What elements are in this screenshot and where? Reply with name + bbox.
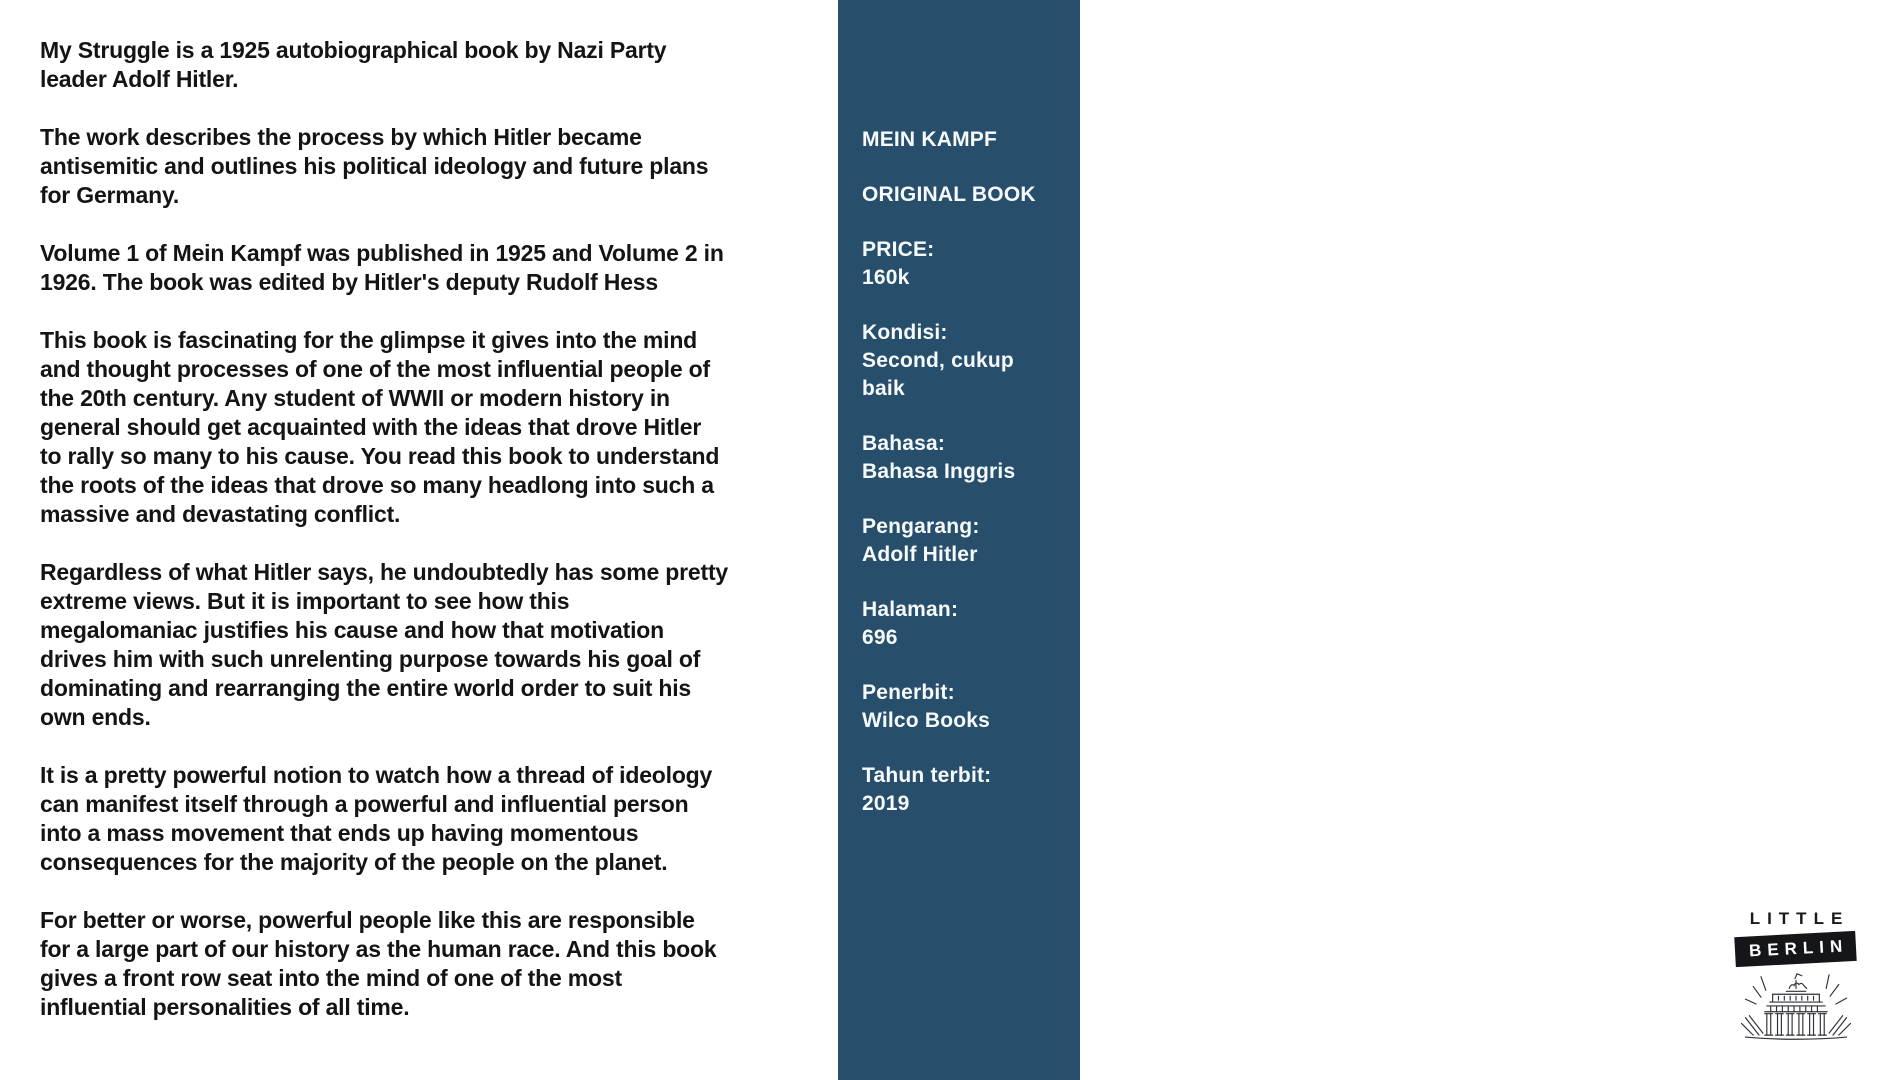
text-line: gives a front row seat into the mind of one of the most — [40, 965, 622, 991]
field-value: 2019 — [862, 792, 910, 815]
field-label: Pengarang: — [862, 515, 980, 538]
text-line: Regardless of what Hitler says, he undoubtedly has some pretty — [40, 559, 728, 585]
field-label: Penerbit: — [862, 681, 955, 704]
text-line: and thought processes of one of the most influential people of — [40, 356, 710, 382]
paragraph — [40, 123, 840, 210]
paragraph — [40, 906, 840, 1022]
text-line: influential personalities of all time. — [40, 994, 410, 1020]
text-line: for Germany. — [40, 182, 180, 208]
text-line: can manifest itself through a powerful and influential person — [40, 791, 689, 817]
field-value: 696 — [862, 626, 898, 649]
field-value: Wilco Books — [862, 709, 991, 732]
paragraph — [40, 326, 840, 529]
text-line: megalomaniac justifies his cause and how that motivation — [40, 617, 664, 643]
text-line: The work describes the process by which Hitler became — [40, 124, 642, 150]
book-info-content — [862, 126, 1068, 845]
book-title: MEIN KAMPF — [862, 128, 997, 151]
text-line: extreme views. But it is important to see how this — [40, 588, 570, 614]
text-line: Volume 1 of Mein Kampf was published in 1925 and Volume 2 in — [40, 240, 724, 266]
field-value: Second, cukup baik — [862, 349, 1014, 400]
field-author — [862, 513, 1068, 569]
text-line: the roots of the ideas that drove so many headlong into such a — [40, 472, 714, 498]
store-logo — [1706, 886, 1886, 1066]
paragraph — [40, 36, 840, 94]
text-line: This book is fascinating for the glimpse it gives into the mind — [40, 327, 698, 353]
field-value: Bahasa Inggris — [862, 460, 1016, 483]
text-line: For better or worse, powerful people like this are responsible — [40, 907, 695, 933]
text-line: into a mass movement that ends up having momentous — [40, 820, 639, 846]
field-language — [862, 430, 1068, 486]
paragraph — [40, 558, 840, 732]
field-value: Adolf Hitler — [862, 543, 978, 566]
field-label: Bahasa: — [862, 432, 946, 455]
book-description-text — [40, 36, 840, 1022]
text-line: for a large part of our history as the human race. And this book — [40, 936, 717, 962]
paragraph — [40, 761, 840, 877]
text-line: antisemitic and outlines his political ideology and future plans — [40, 153, 709, 179]
field-price — [862, 236, 1068, 292]
logo-text-little: LITTLE — [1749, 909, 1850, 928]
text-line: massive and devastating conflict. — [40, 501, 401, 527]
text-line: the 20th century. Any student of WWII or modern history in — [40, 385, 670, 411]
text-line: to rally so many to his cause. You read this book to understand — [40, 443, 720, 469]
text-line: drives him with such unrelenting purpose towards his goal of — [40, 646, 701, 672]
field-label: Halaman: — [862, 598, 959, 621]
field-label: Kondisi: — [862, 321, 948, 344]
text-line: consequences for the majority of the people on the planet. — [40, 849, 668, 875]
field-label: Tahun terbit: — [862, 764, 992, 787]
text-line: dominating and rearranging the entire world order to suit his — [40, 675, 692, 701]
field-publication-year — [862, 762, 1068, 818]
paragraph — [40, 239, 840, 297]
text-line: My Struggle is a 1925 autobiographical book by Nazi Party — [40, 37, 667, 63]
text-line: 1926. The book was edited by Hitler's deputy Rudolf Hess — [40, 269, 658, 295]
field-pages — [862, 596, 1068, 652]
brandenburg-gate-icon — [1737, 967, 1855, 1039]
text-line: general should get acquainted with the ideas that drove Hitler — [40, 414, 702, 440]
field-value: 160k — [862, 266, 910, 289]
text-line: leader Adolf Hitler. — [40, 66, 239, 92]
logo-text-berlin: BERLIN — [1735, 931, 1858, 967]
book-edition-label: ORIGINAL BOOK — [862, 183, 1036, 206]
text-line: own ends. — [40, 704, 151, 730]
field-condition — [862, 319, 1068, 403]
book-info-sidebar — [838, 0, 1850, 1080]
field-label: PRICE: — [862, 238, 935, 261]
text-line: It is a pretty powerful notion to watch how a thread of ideology — [40, 762, 713, 788]
field-publisher — [862, 679, 1068, 735]
